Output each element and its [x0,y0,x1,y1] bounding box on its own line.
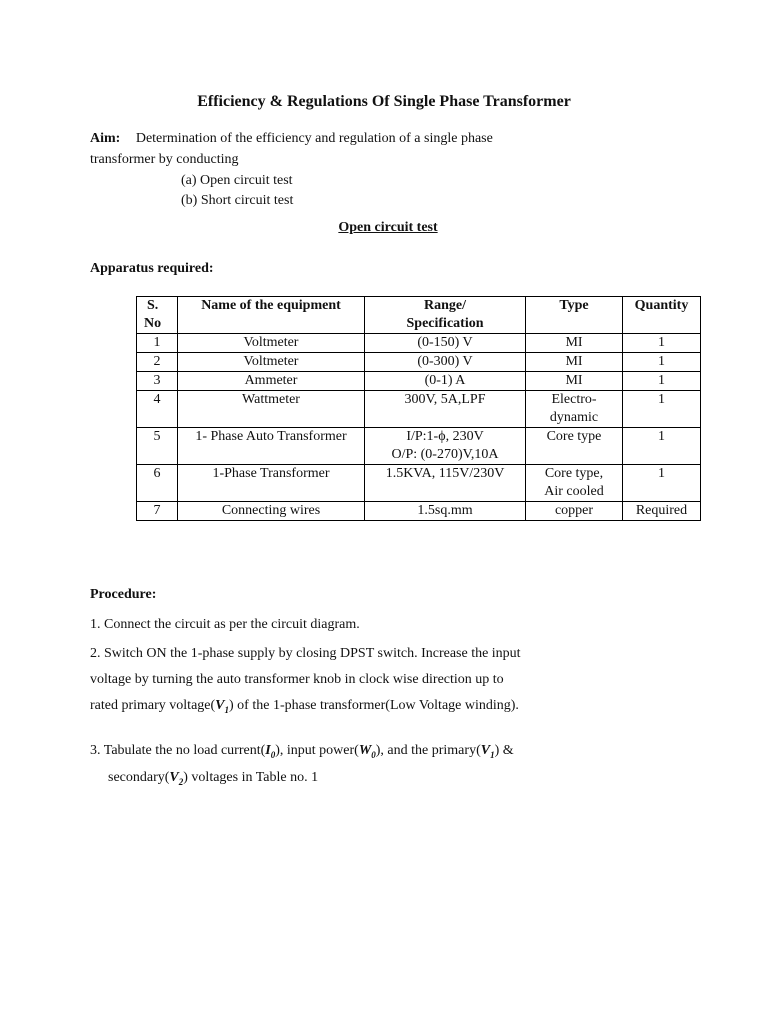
cell-sno: 2 [137,353,178,372]
cell-type-line: MI [565,354,583,369]
procedure-step-2-line-2: voltage by turning the auto transformer knob in clock wise direction up to [90,672,504,687]
apparatus-label: Apparatus required: [90,261,214,276]
step3-var-v2 [169,770,183,785]
cell-quantity: 1 [623,428,701,465]
step3-text-c: ), and the primary( [375,743,481,758]
cell-equipment-name: 1- Phase Auto Transformer [178,428,365,465]
step3-text-b: ), input power( [275,743,359,758]
cell-equipment-name: Connecting wires [178,502,365,521]
step3-text-a: 3. Tabulate the no load current( [90,743,266,758]
cell-range-line: (0-300) V [417,354,473,369]
procedure-step-2-line-1: 2. Switch ON the 1-phase supply by closing DPST switch. Increase the input [90,646,521,661]
step3-var-v1-sub: 1 [490,749,495,760]
section-heading: Open circuit test [338,220,438,235]
step3-text-d: ) & [494,743,514,758]
cell-sno: 3 [137,372,178,391]
aim-item-a: (a) Open circuit test [181,173,293,188]
cell-type-line: Core type, [544,466,604,481]
step3-var-i0 [265,743,275,758]
procedure-label: Procedure: [90,587,157,602]
cell-range [365,428,526,465]
step3-var-w0-sub: 0 [371,749,376,760]
header-sno-1: S. [147,298,159,313]
cell-type [526,465,623,502]
cell-equipment-name: Wattmeter [178,391,365,428]
header-range-1: Range/ [424,298,466,313]
cell-type [526,502,623,521]
step3-var-i0-sub: 0 [270,749,276,760]
cell-quantity: 1 [623,465,701,502]
cell-sno: 6 [137,465,178,502]
procedure-step-2-line-3 [90,698,519,715]
cell-type-line: Air cooled [544,484,604,499]
cell-equipment-name: Voltmeter [178,334,365,353]
cell-range [365,502,526,521]
cell-range [365,391,526,428]
aim-text-1: Determination of the efficiency and regulation of a single phase [135,131,493,146]
apparatus-table [136,296,701,521]
cell-quantity: Required [623,502,701,521]
step2-var-sub: 1 [224,704,230,715]
cell-range [365,334,526,353]
header-range [365,297,526,334]
step3-var-v1 [481,743,495,758]
procedure-step-3-line-2 [108,770,318,787]
cell-equipment-name: Ammeter [178,372,365,391]
cell-type-line: Core type [546,429,602,444]
cell-type [526,353,623,372]
cell-type [526,334,623,353]
step3-var-w0-letter: W [358,743,372,758]
table-row [137,428,701,465]
cell-sno: 4 [137,391,178,428]
step3-var-i0-letter: I [265,743,271,758]
cell-range-line: O/P: (0-270)V,10A [391,447,499,462]
table-row [137,465,701,502]
cell-type-line: dynamic [549,410,599,425]
cell-equipment-name: 1-Phase Transformer [178,465,365,502]
header-sno [137,297,178,334]
aim-item-b: (b) Short circuit test [181,193,294,208]
cell-equipment-name: Voltmeter [178,353,365,372]
step3-var-v2-sub: 2 [178,776,184,787]
cell-type-line: copper [554,503,594,518]
page-title: Efficiency & Regulations Of Single Phase Transformer [197,93,571,110]
table-row [137,334,701,353]
cell-quantity: 1 [623,353,701,372]
cell-type-line: MI [565,335,583,350]
step2-var-letter: V [215,698,225,713]
table-header-row [137,297,701,334]
step3-var-v1-letter: V [480,743,491,758]
cell-type [526,391,623,428]
aim-line-1 [90,131,493,147]
step3-var-w0 [359,743,376,758]
cell-range-line: (0-150) V [417,335,473,350]
step2-text-a: rated primary voltage( [90,698,216,713]
table-row [137,502,701,521]
table-row [137,391,701,428]
table-row [137,372,701,391]
header-sno-2: No [144,316,162,331]
cell-quantity: 1 [623,334,701,353]
step2-var [215,698,229,713]
step2-text-b: ) of the 1-phase transformer(Low Voltage winding). [229,698,519,713]
cell-range-line: 300V, 5A,LPF [404,392,486,407]
cell-sno: 7 [137,502,178,521]
cell-range-line: I/P:1-ϕ, 230V [406,429,484,444]
cell-type [526,372,623,391]
aim-text-2: transformer by conducting [90,152,239,167]
cell-type-line: Electro- [551,392,597,407]
cell-sno: 5 [137,428,178,465]
table-row [137,353,701,372]
step3-text-f: ) voltages in Table no. 1 [183,770,319,785]
cell-range-line: 1.5sq.mm [417,503,473,518]
cell-type [526,428,623,465]
header-name: Name of the equipment [178,297,365,334]
procedure-step-1: 1. Connect the circuit as per the circuit diagram. [90,617,360,632]
cell-quantity: 1 [623,391,701,428]
step3-var-v2-letter: V [169,770,179,785]
cell-quantity: 1 [623,372,701,391]
header-quantity: Quantity [623,297,701,334]
cell-sno: 1 [137,334,178,353]
table-body [137,334,701,521]
aim-label: Aim: [90,131,121,146]
step3-text-e: secondary( [108,770,170,785]
cell-range [365,353,526,372]
header-range-2: Specification [406,316,484,331]
procedure-step-3-line-1 [90,743,514,760]
cell-range-line: (0-1) A [424,373,466,388]
cell-type-line: MI [565,373,583,388]
header-type: Type [526,297,623,334]
cell-range-line: 1.5KVA, 115V/230V [385,466,505,481]
cell-range [365,372,526,391]
cell-range [365,465,526,502]
